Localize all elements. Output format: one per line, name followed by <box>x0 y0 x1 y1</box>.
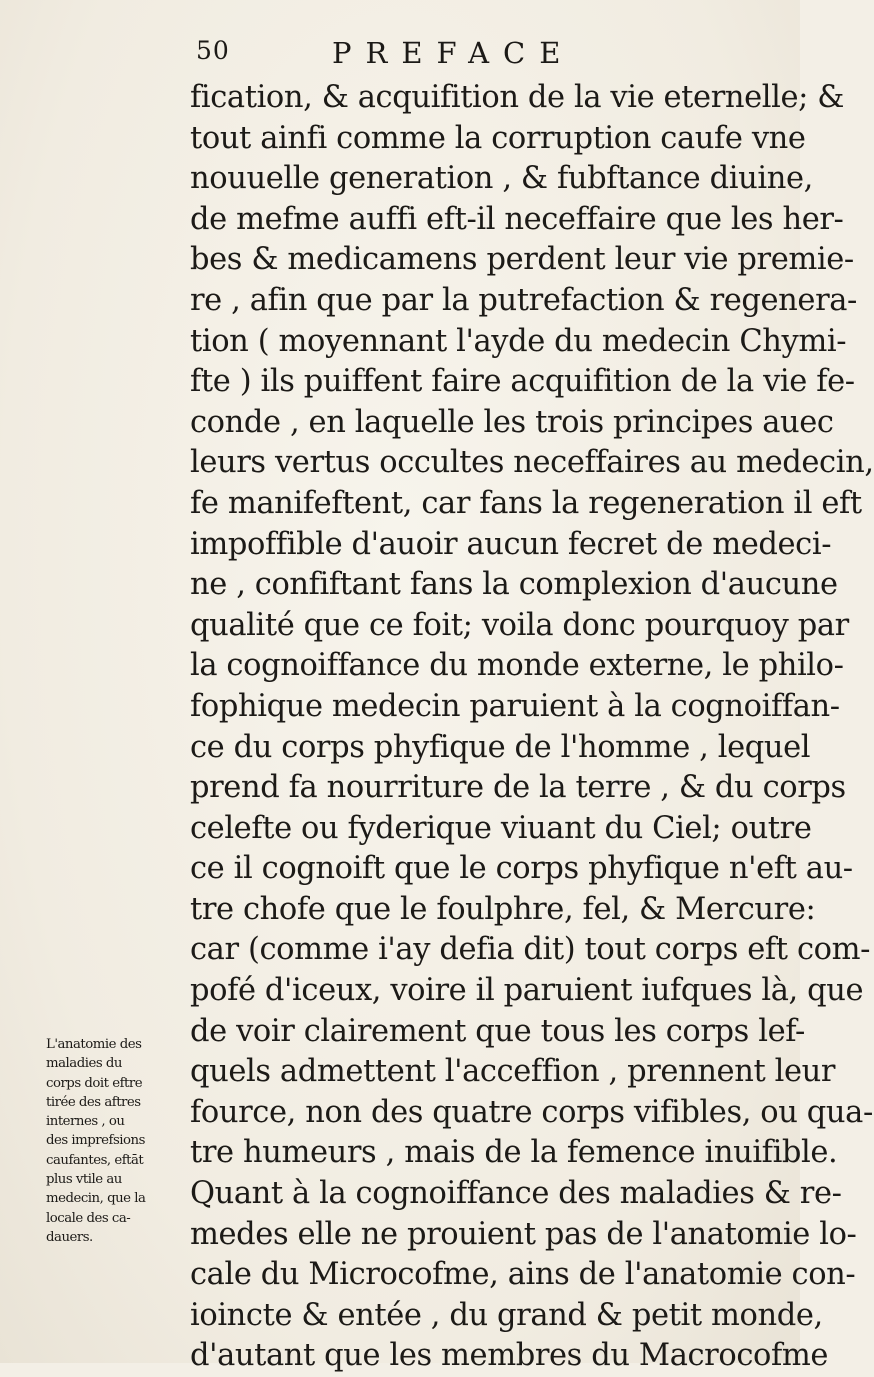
body-text <box>190 78 874 1377</box>
text-line: cale du Microcofme, ains de l'anatomie con- <box>190 1257 856 1293</box>
text-line: ce du corps phyfique de l'homme , lequel <box>190 729 811 765</box>
page-number: 50 <box>196 36 230 65</box>
running-head <box>196 36 716 76</box>
text-line: de mefme auffi eft-il neceffaire que les her- <box>190 201 844 237</box>
text-line: prend fa nourriture de la terre , & du corps <box>190 770 846 806</box>
marginal-note-line: plus vtile au <box>46 1172 122 1188</box>
text-line: car (comme i'ay defia dit) tout corps eft com- <box>190 932 871 968</box>
marginal-note <box>46 1035 178 1247</box>
text-line: tout ainfi comme la corruption caufe vne <box>190 120 806 156</box>
text-line: impoffible d'auoir aucun fecret de medeci- <box>190 526 832 562</box>
text-line: d'autant que les membres du Macrocofme <box>190 1338 829 1374</box>
text-line: Quant à la cognoiffance des maladies & re- <box>190 1176 842 1212</box>
text-line: la cognoiffance du monde externe, le philo- <box>190 648 844 684</box>
text-line: qualité que ce foit; voila donc pourquoy par <box>190 607 849 643</box>
text-line: leurs vertus occultes neceffaires au medecin, <box>190 445 874 481</box>
text-line: quels admettent l'acceffion , prennent leur <box>190 1054 836 1090</box>
text-line: tion ( moyennant l'ayde du medecin Chymi- <box>190 323 847 359</box>
marginal-note-line: des imprefsions <box>46 1133 145 1149</box>
text-line: conde , en laquelle les trois principes auec <box>190 404 834 440</box>
running-title: PREFACE <box>332 36 575 70</box>
marginal-note-line: maladies du <box>46 1056 122 1072</box>
text-line: ioincte & entée , du grand & petit monde, <box>190 1297 823 1333</box>
text-line: medes elle ne prouient pas de l'anatomie lo- <box>190 1216 857 1252</box>
text-line: fe manifeftent, car fans la regeneration il eft <box>190 485 862 521</box>
text-line: celefte ou fyderique viuant du Ciel; outre <box>190 810 812 846</box>
text-line: fication, & acquifition de la vie eternelle; & <box>190 80 845 115</box>
marginal-note-line: L'anatomie des <box>46 1037 142 1052</box>
text-line: fophique medecin paruient à la cognoiffan- <box>190 688 840 724</box>
text-line: tre humeurs , mais de la femence inuifible. <box>190 1135 838 1171</box>
marginal-note-line: caufantes, eftāt <box>46 1152 144 1168</box>
marginal-note-line: medecin, que la <box>46 1191 146 1207</box>
text-line: ne , confiftant fans la complexion d'aucune <box>190 567 838 603</box>
marginal-note-line: corps doit eftre <box>46 1075 143 1091</box>
text-line: re , afin que par la putrefaction & regenera- <box>190 282 857 318</box>
text-line: de voir clairement que tous les corps lef- <box>190 1013 805 1049</box>
text-line: ce il cognoift que le corps phyfique n'eft au- <box>190 851 853 887</box>
marginal-note-line: locale des ca- <box>46 1210 131 1226</box>
text-line: nouuelle generation , & fubftance diuine, <box>190 161 813 197</box>
text-line: fource, non des quatre corps vifibles, ou qua- <box>190 1094 873 1130</box>
text-line: tre chofe que le foulphre, fel, & Mercure: <box>190 891 816 927</box>
marginal-note-line: internes , ou <box>46 1114 125 1130</box>
marginal-note-line: tirée des aftres <box>46 1094 141 1110</box>
text-line: pofé d'iceux, voire il paruient iufques là, que <box>190 973 864 1009</box>
text-line: bes & medicamens perdent leur vie premie- <box>190 242 854 278</box>
marginal-note-line: dauers. <box>46 1229 93 1245</box>
text-line: fte ) ils puiffent faire acquifition de la vie fe- <box>190 364 855 400</box>
